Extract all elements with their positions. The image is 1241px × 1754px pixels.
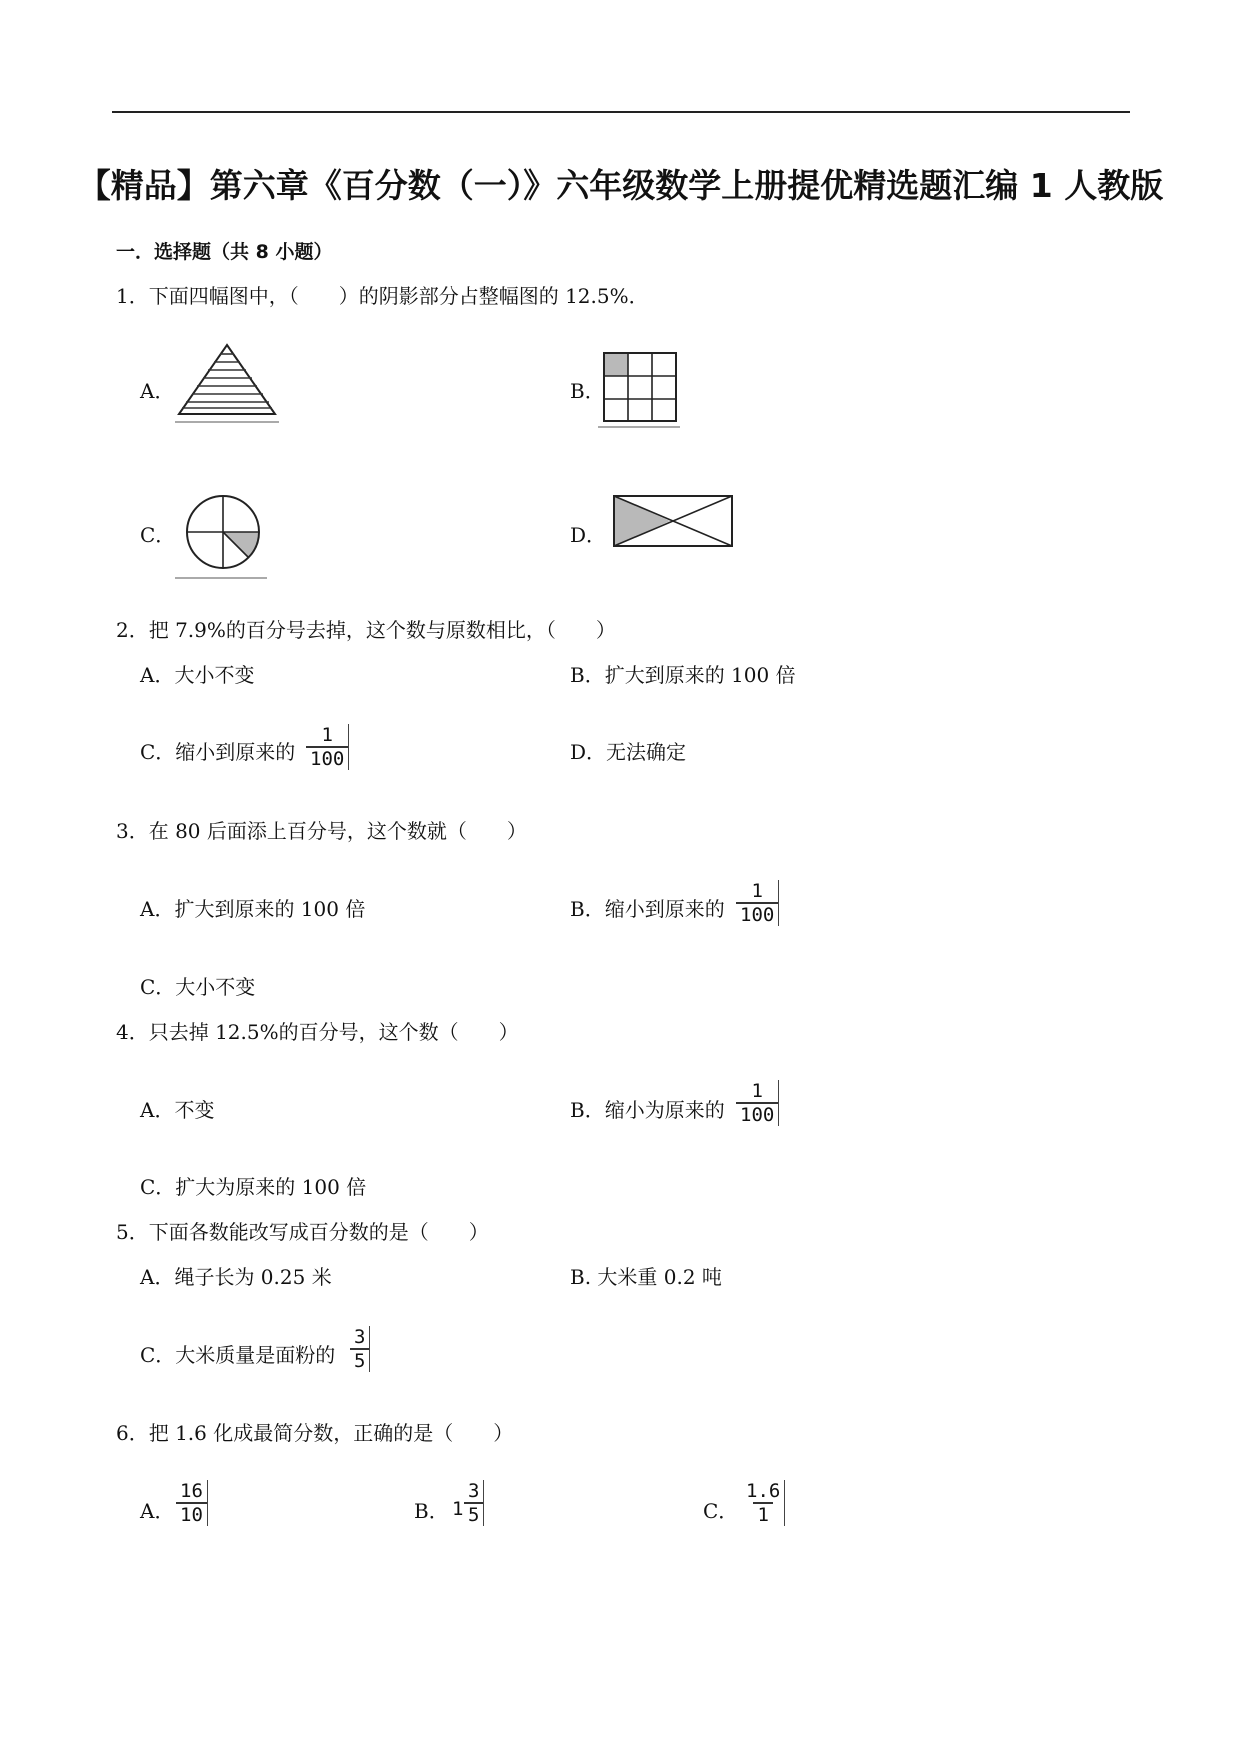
fraction-denominator: 100: [306, 746, 348, 770]
q6-option-a-fraction: [176, 1480, 208, 1526]
striped-triangle-figure: [175, 342, 280, 422]
q6-option-c-label: C．: [703, 1499, 739, 1523]
q3-option-c: C．大小不变: [140, 975, 256, 999]
fraction-denominator: 100: [736, 1102, 778, 1126]
q5-option-b: B. 大米重 0.2 吨: [570, 1265, 722, 1289]
q1-option-d-label: D．: [570, 523, 607, 547]
question-3-stem: 3．在 80 后面添上百分号，这个数就（ ）: [116, 819, 527, 843]
fraction-denominator: 5: [350, 1348, 369, 1372]
q3-option-b: B．缩小到原来的: [570, 897, 725, 921]
fraction-denominator: 100: [736, 902, 778, 926]
q3-option-b-fraction: [736, 880, 779, 926]
fraction-numerator: 3: [468, 1480, 480, 1502]
fraction-numerator: 1.6: [746, 1480, 781, 1502]
q2-option-c: C．缩小到原来的: [140, 740, 296, 764]
fraction-numerator: 1: [321, 724, 333, 746]
mixed-number-whole: 1: [452, 1498, 464, 1520]
fraction-denominator: 5: [464, 1502, 483, 1526]
circle-figure: [175, 488, 270, 580]
q2-option-b: B．扩大到原来的 100 倍: [570, 663, 796, 687]
q6-option-b-label: B．: [414, 1499, 449, 1523]
q4-option-b: B．缩小为原来的: [570, 1098, 725, 1122]
q4-option-b-fraction: [736, 1080, 779, 1126]
fraction-numerator: 1: [751, 880, 763, 902]
q6-option-c-fraction: [742, 1480, 785, 1526]
q5-option-c-fraction: [350, 1326, 370, 1372]
q5-option-c: C．大米质量是面粉的: [140, 1343, 336, 1367]
question-5-stem: 5．下面各数能改写成百分数的是（ ）: [116, 1220, 489, 1244]
fraction-denominator: 10: [176, 1502, 207, 1526]
fraction-numerator: 3: [354, 1326, 366, 1348]
q6-option-b-fraction: [464, 1480, 484, 1526]
q1-option-b-label: B．: [570, 379, 605, 403]
grid-figure: [598, 350, 680, 430]
q5-option-a: A．绳子长为 0.25 米: [140, 1265, 332, 1289]
q1-option-c-label: C．: [140, 523, 176, 547]
fraction-numerator: 1: [751, 1080, 763, 1102]
q3-option-a: A．扩大到原来的 100 倍: [140, 897, 366, 921]
q4-option-c: C．扩大为原来的 100 倍: [140, 1175, 367, 1199]
question-2-stem: 2．把 7.9%的百分号去掉，这个数与原数相比，（ ）: [116, 618, 616, 642]
page-title: 【精品】第六章《百分数（一）》六年级数学上册提优精选题汇编 1 人教版: [77, 166, 1164, 205]
question-6-stem: 6．把 1.6 化成最简分数，正确的是（ ）: [116, 1421, 514, 1445]
q6-option-a-label: A．: [140, 1499, 175, 1523]
q2-option-c-fraction: [306, 724, 349, 770]
fraction-numerator: 16: [180, 1480, 203, 1502]
question-4-stem: 4．只去掉 12.5%的百分号，这个数（ ）: [116, 1020, 519, 1044]
top-rule: [112, 111, 1130, 113]
q2-option-a: A．大小不变: [140, 663, 255, 687]
q1-option-a-label: A．: [140, 379, 175, 403]
question-1-stem: 1．下面四幅图中，（ ）的阴影部分占整幅图的 12.5%．: [116, 284, 649, 308]
fraction-denominator: 1: [753, 1502, 772, 1526]
q4-option-a: A．不变: [140, 1098, 215, 1122]
q2-option-d: D．无法确定: [570, 740, 687, 764]
section-heading: 一．选择题（共 8 小题）: [116, 241, 333, 263]
rectangle-figure: [612, 494, 734, 550]
